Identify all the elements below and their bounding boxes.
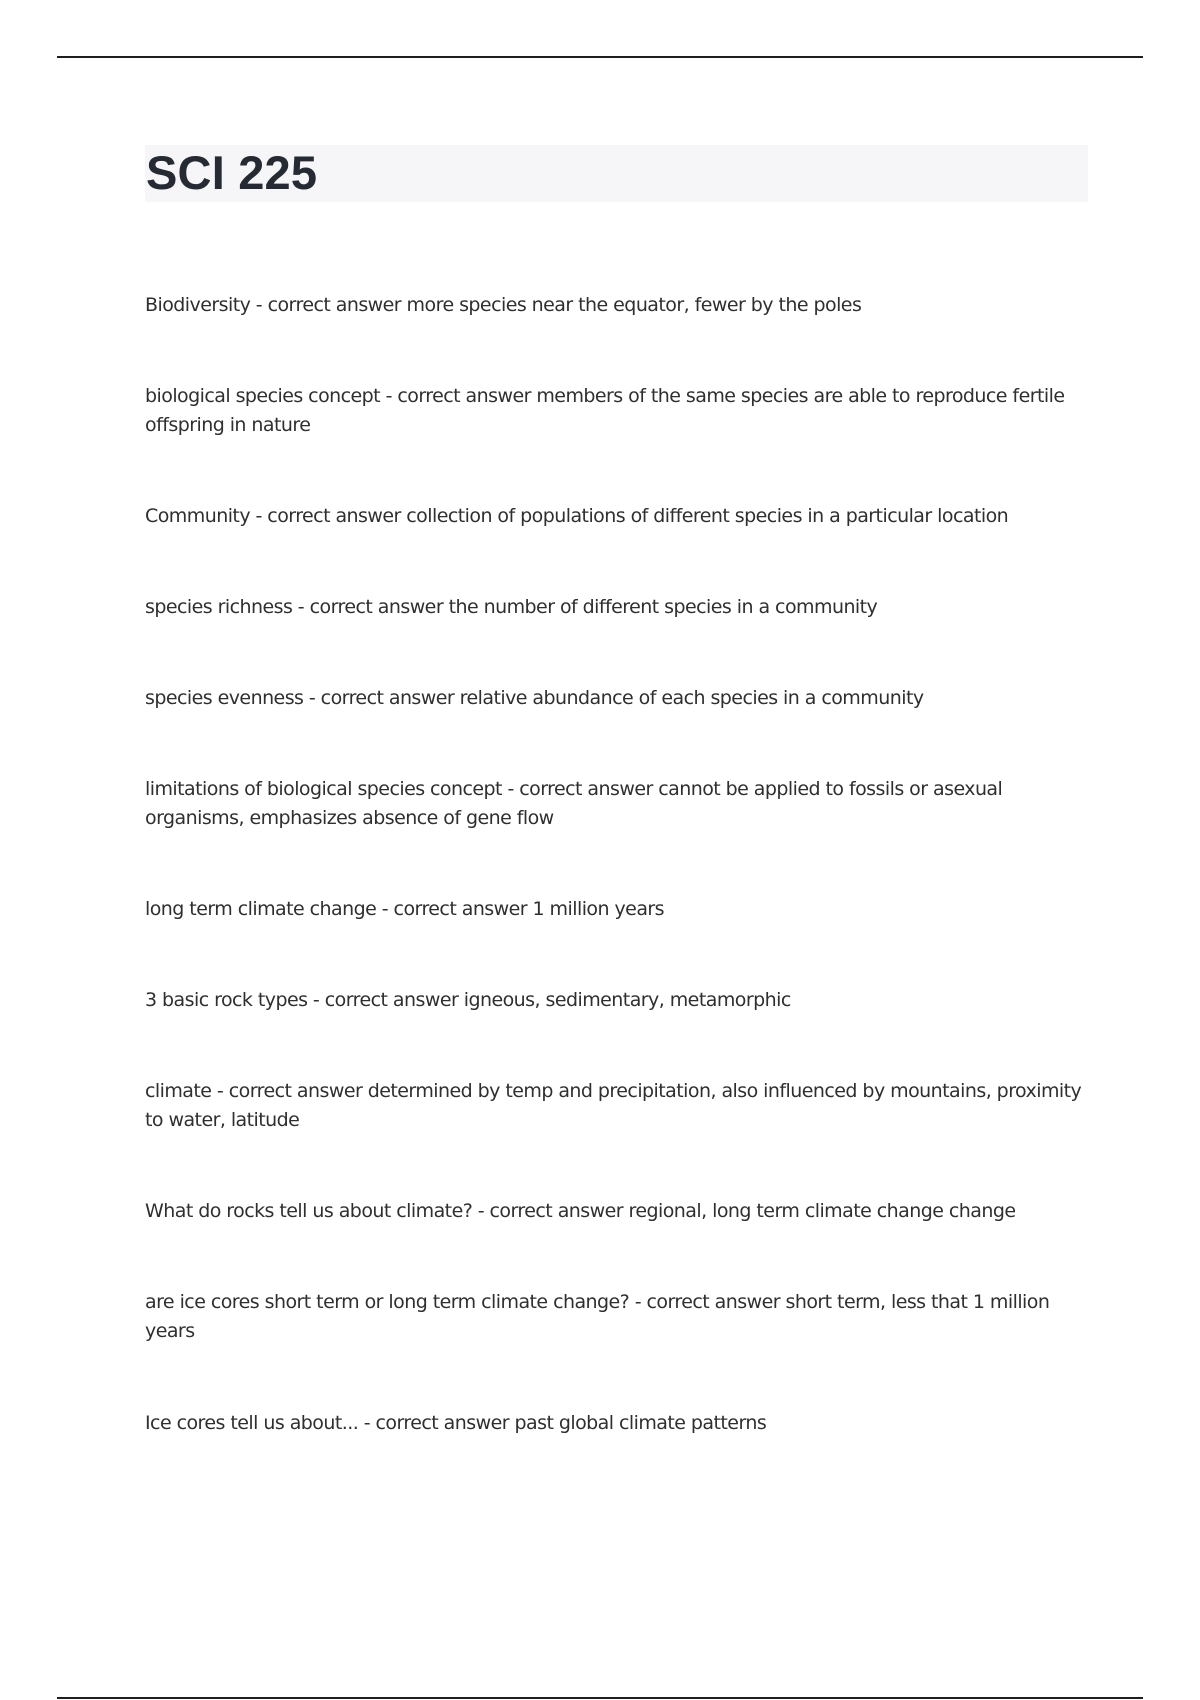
flashcard-entry: species evenness - correct answer relative abundance of each species in a community bbox=[145, 687, 924, 709]
flashcard-entry: 3 basic rock types - correct answer igneous, sedimentary, metamorphic bbox=[145, 989, 791, 1011]
flashcard-entry: Community - correct answer collection of populations of different species in a particular location bbox=[145, 505, 1009, 527]
flashcard-entry: Biodiversity - correct answer more species near the equator, fewer by the poles bbox=[145, 294, 862, 316]
top-rule bbox=[57, 56, 1143, 58]
page-title: SCI 225 bbox=[146, 146, 318, 199]
flashcard-entry: species richness - correct answer the number of different species in a community bbox=[145, 596, 878, 618]
flashcard-entry: Ice cores tell us about... - correct answer past global climate patterns bbox=[145, 1412, 767, 1434]
flashcard-entry: long term climate change - correct answer 1 million years bbox=[145, 898, 665, 920]
bottom-rule bbox=[57, 1697, 1143, 1699]
flashcard-entry: biological species concept - correct answer members of the same species are able to reproduce fertile offspring in nature bbox=[145, 385, 1065, 436]
flashcard-entry: limitations of biological species concept - correct answer cannot be applied to fossils or asexual organisms, emphasizes absence of gene flow bbox=[145, 778, 1003, 829]
flashcard-entry: are ice cores short term or long term climate change? - correct answer short term, less that 1 million years bbox=[145, 1291, 1050, 1342]
flashcard-entry: climate - correct answer determined by temp and precipitation, also influenced by mountains, proximity to water, latitude bbox=[145, 1080, 1082, 1131]
flashcard-entry: What do rocks tell us about climate? - correct answer regional, long term climate change change bbox=[145, 1200, 1016, 1222]
